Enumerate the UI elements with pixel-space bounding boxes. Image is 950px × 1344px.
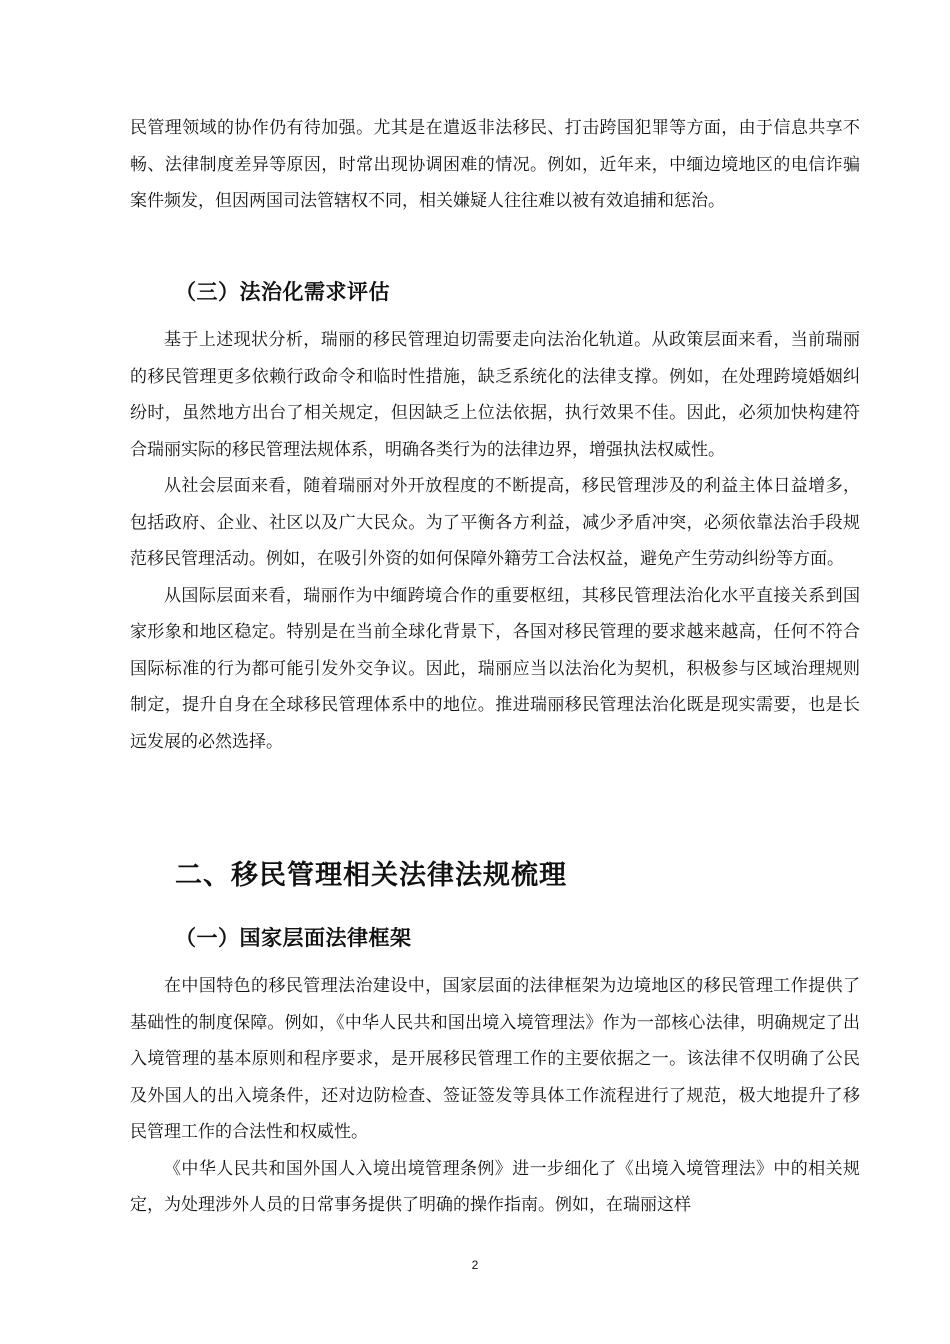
body-paragraph: 《中华人民共和国外国人入境出境管理条例》进一步细化了《出境入境管理法》中的相关规定，为处理涉外人员的日常事务提供了明确的操作指南。例如，在瑞丽这样 [130,1158,860,1215]
body-paragraph: 民管理领域的协作仍有待加强。尤其是在遣返非法移民、打击跨国犯罪等方面，由于信息共享不畅、法律制度差异等原因，时常出现协调困难的情况。例如，近年来，中缅边境地区的电信诈骗案件频发，但因两国司法管辖权不同，相关嫌疑人往往难以被有效追捕和惩治。 [130,118,860,211]
paragraph-block-1 [130,322,860,760]
paragraph-block-2 [130,968,860,1224]
chapter-heading: 二、移民管理相关法律法规梳理 [175,860,567,891]
body-paragraph: 从社会层面来看，随着瑞丽对外开放程度的不断提高，移民管理涉及的利益主体日益增多，包括政府、企业、社区以及广大民众。为了平衡各方利益，减少矛盾冲突，必须依靠法治手段规范移民管理活动。例如，在吸引外资的如何保障外籍劳工合法权益，避免产生劳动纠纷等方面。 [130,476,860,569]
body-paragraph: 从国际层面来看，瑞丽作为中缅跨境合作的重要枢纽，其移民管理法治化水平直接关系到国家形象和地区稳定。特别是在当前全球化背景下，各国对移民管理的要求越来越高，任何不符合国际标准的行为都可能引发外交争议。因此，瑞丽应当以法治化为契机，积极参与区域治理规则制定，提升自身在全球移民管理体系中的地位。推进瑞丽移民管理法治化既是现实需要，也是长远发展的必然选择。 [130,585,860,752]
body-paragraph: 在中国特色的移民管理法治建设中，国家层面的法律框架为边境地区的移民管理工作提供了基础性的制度保障。例如，《中华人民共和国出境入境管理法》作为一部核心法律，明确规定了出入境管理的基本原则和程序要求，是开展移民管理工作的主要依据之一。该法律不仅明确了公民及外国人的出入境条件，还对边防检查、签证签发等具体工作流程进行了规范，极大地提升了移民管理工作的合法性和权威性。 [130,976,860,1142]
page-number: 2 [471,1258,479,1272]
section-heading-3: （三）法治化需求评估 [175,280,390,304]
section-heading-1: （一）国家层面法律框架 [175,926,412,950]
paragraph-continued [130,110,860,220]
body-paragraph: 基于上述现状分析，瑞丽的移民管理迫切需要走向法治化轨道。从政策层面来看，当前瑞丽的移民管理更多依赖行政命令和临时性措施，缺乏系统化的法律支撑。例如，在处理跨境婚姻纠纷时，虽然地方出台了相关规定，但因缺乏上位法依据，执行效果不佳。因此，必须加快构建符合瑞丽实际的移民管理法规体系，明确各类行为的法律边界，增强执法权威性。 [130,330,860,460]
